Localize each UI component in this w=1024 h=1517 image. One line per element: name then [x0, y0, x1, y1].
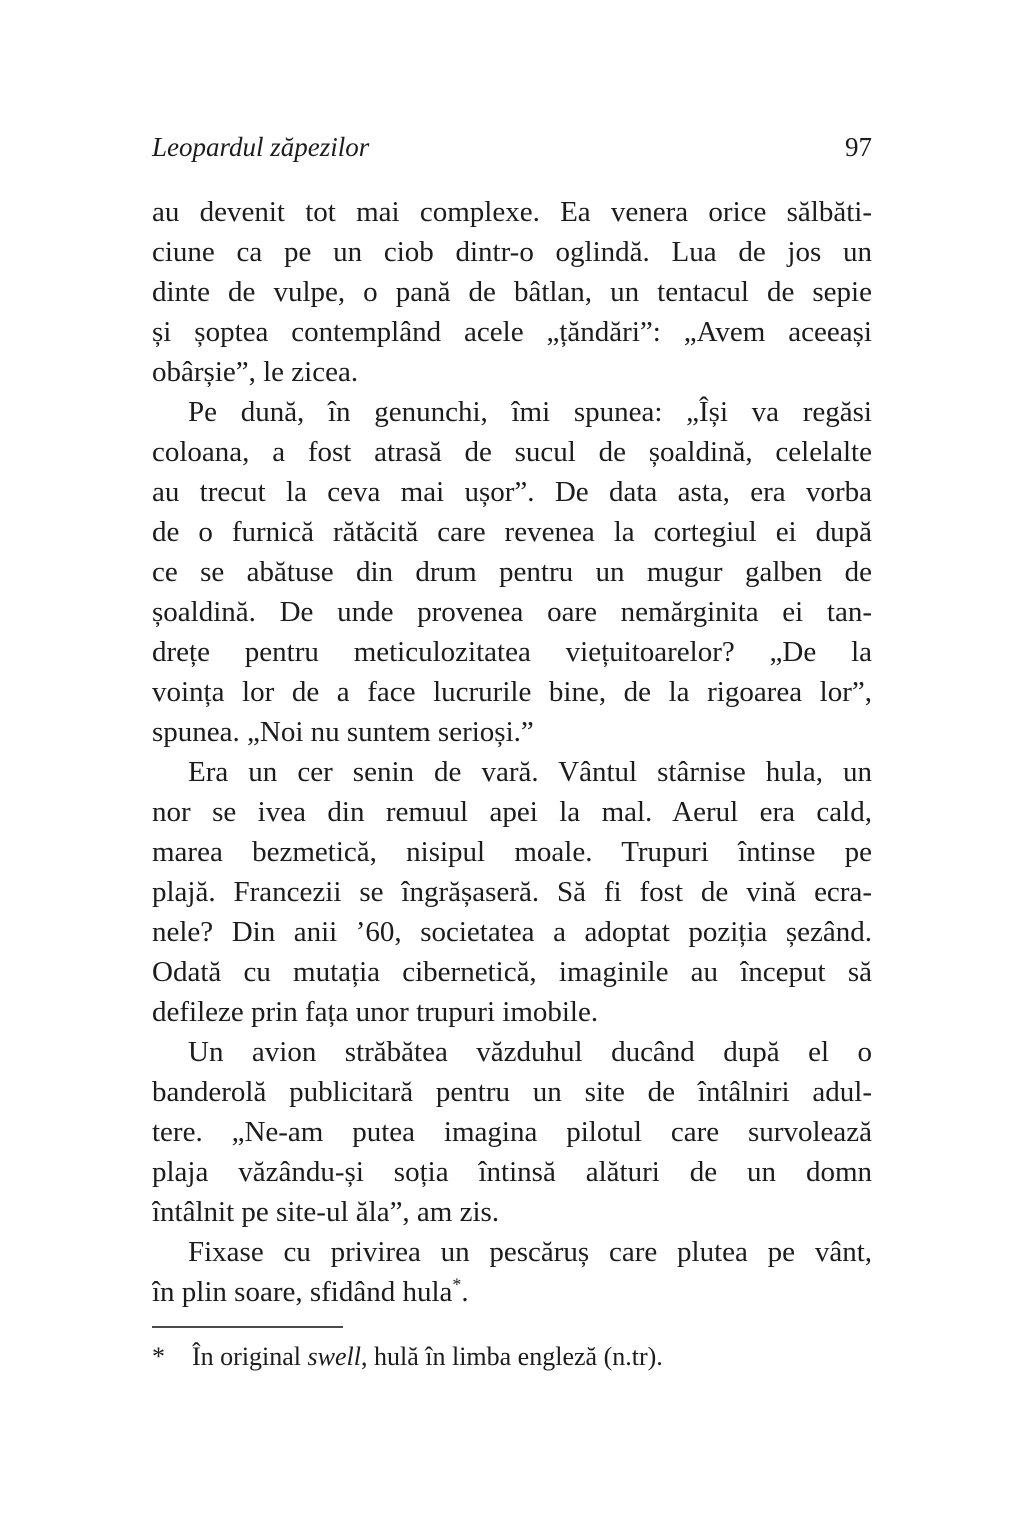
page-content [152, 132, 872, 1312]
text-line: Era un cer senin de vară. Vântul stârnise hula, un [188, 756, 872, 788]
text-line: Odată cu mutația cibernetică, imaginile au început să [152, 956, 872, 988]
footnote-reference-asterisk: * [452, 1274, 462, 1295]
body-text [152, 192, 872, 1312]
text-line: au devenit tot mai complexe. Ea venera orice sălbăti- [152, 196, 872, 228]
text-line: plaja văzându-și soția întinsă alături de un domn [152, 1156, 872, 1188]
text-line: coloana, a fost atrasă de sucul de șoaldină, celelalte [152, 436, 872, 468]
page-number: 97 [845, 132, 872, 162]
footnote-separator [152, 1326, 343, 1328]
text-line: spunea. „Noi nu suntem serioși.” [152, 716, 534, 748]
footnote [152, 1340, 872, 1374]
text-line: defileze prin fața unor trupuri imobile. [152, 996, 599, 1028]
text-line: nele? Din anii ’60, societatea a adoptat poziția șezând. [152, 916, 872, 948]
text-line: Fixase cu privirea un pescăruș care plutea pe vânt, [188, 1236, 872, 1268]
text-line: întâlnit pe site-ul ăla”, am zis. [152, 1196, 500, 1228]
text-run: în plin soare, sfidând hula [152, 1276, 453, 1308]
text-line: obârșie”, le zicea. [152, 356, 359, 388]
text-line: Un avion străbătea văzduhul ducând după el o [188, 1036, 872, 1068]
text-line: tere. „Ne-am putea imagina pilotul care survolează [152, 1116, 872, 1148]
paragraph [152, 192, 872, 392]
paragraph [152, 752, 872, 1032]
text-line: marea bezmetică, nisipul moale. Trupuri întinse pe [152, 836, 872, 868]
running-header-title: Leopardul zăpezilor [152, 132, 370, 162]
text-line: au trecut la ceva mai ușor”. De data asta, era vorba [152, 476, 872, 508]
running-header [152, 132, 872, 162]
text-line: drețe pentru meticulozitatea viețuitoarelor? „De la [152, 636, 872, 668]
text-line [152, 1272, 872, 1312]
footnote-section [152, 1326, 872, 1374]
text-line: plajă. Francezii se îngrășaseră. Să fi fost de vină ecra- [152, 876, 872, 908]
text-line: nor se ivea din remuul apei la mal. Aerul era cald, [152, 796, 872, 828]
footnote-text [192, 1340, 663, 1374]
text-line: și șoptea contemplând acele „țăndări”: „Avem aceeași [152, 316, 872, 348]
paragraph [152, 392, 872, 752]
text-line: dinte de vulpe, o pană de bâtlan, un tentacul de sepie [152, 276, 872, 308]
text-line: șoaldină. De unde provenea oare nemărginita ei tan- [152, 596, 872, 628]
paragraph [152, 1232, 872, 1312]
footnote-text-pre: În original [192, 1342, 308, 1371]
text-line: de o furnică rătăcită care revenea la cortegiul ei după [152, 516, 872, 548]
text-line: ciune ca pe un ciob dintr-o oglindă. Lua de jos un [152, 236, 872, 268]
text-run: . [461, 1276, 469, 1308]
footnote-text-italic: swell [307, 1342, 361, 1371]
text-line: Pe dună, în genunchi, îmi spunea: „Își va regăsi [188, 396, 872, 428]
paragraph [152, 1032, 872, 1232]
text-line: voința lor de a face lucrurile bine, de la rigoarea lor”, [152, 676, 872, 708]
text-line: banderolă publicitară pentru un site de întâlniri adul- [152, 1076, 872, 1108]
footnote-text-post: , hulă în limba engleză (n.tr). [360, 1342, 663, 1371]
footnote-marker: * [152, 1342, 165, 1371]
text-line: ce se abătuse din drum pentru un mugur galben de [152, 556, 872, 588]
